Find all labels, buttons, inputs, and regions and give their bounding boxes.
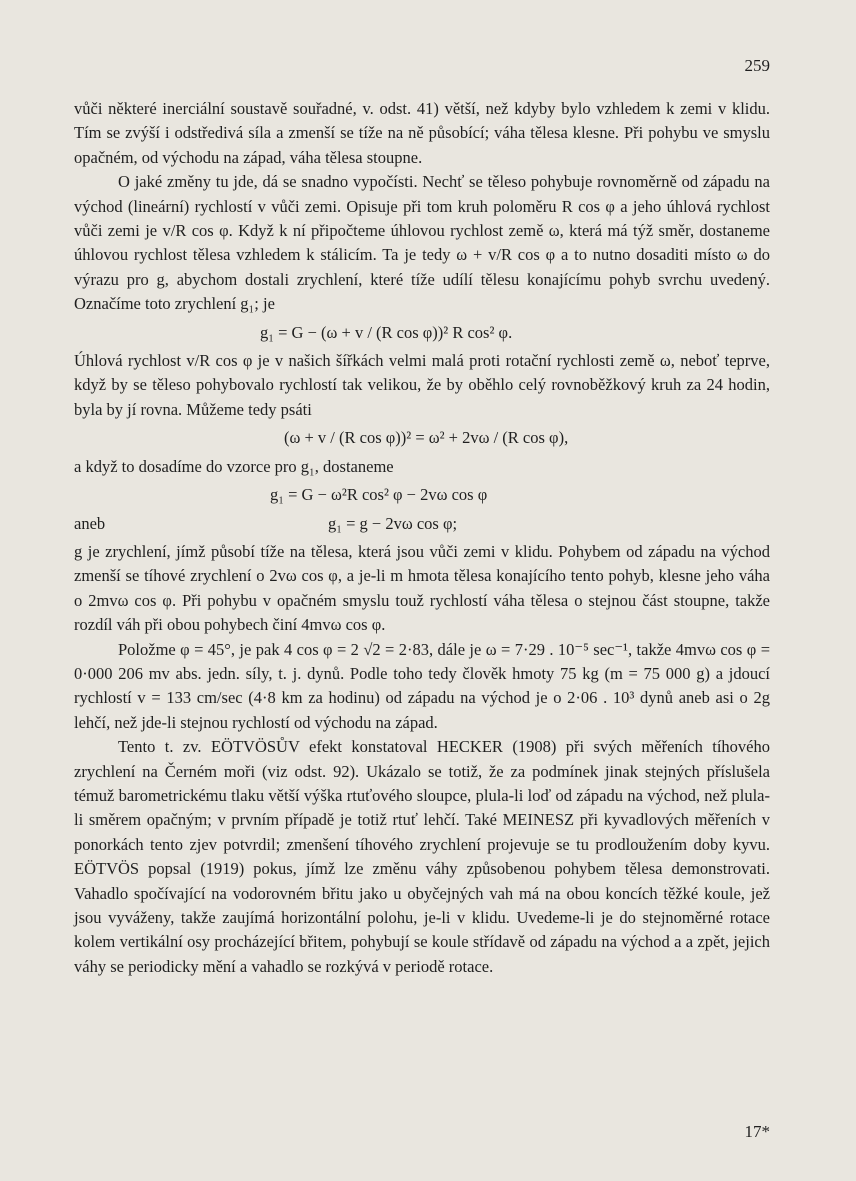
equation-4-lead: aneb	[74, 513, 106, 533]
paragraph-2: O jaké změny tu jde, dá se snadno vypočísti. Nechť se těleso pohybuje rovnoměrně od západu na východ (lineární) rychlostí v vůči zemi. Opisuje při tom kruh poloměru R cos φ a jeho úhlová rychlost vůči zemi je v/R cos φ. Když k ní připočteme úhlovou rychlost země ω, která má týž směr, dostaneme úhlovou rychlost tělesa vzhledem k stálicím. Ta je tedy ω + v/R cos φ a to nutno dosaditi místo ω do výrazu pro g, abychom dostali zrychlení, které tíže udílí tělesu konajícímu pohyb svrchu uvedený. Označíme toto zrychlení g₁; je	[74, 172, 770, 314]
equation-4-row	[74, 512, 770, 536]
paragraph-6: Položme φ = 45°, je pak 4 cos φ = 2 √2 = 2·83, dále je ω = 7·29 . 10⁻⁵ sec⁻¹, takže 4mvω cos φ = 0·000 206 mv abs. jedn. síly, t. j. dynů. Podle toho tedy člověk hmoty 75 kg (m = 75 000 g) a jdoucí rychlostí v = 133 cm/sec (4·8 km za hodinu) od západu na východ je o 2·06 . 10³ dynů aneb asi o 2g lehčí, než jde-li stejnou rychlostí od východu na západ.	[74, 639, 770, 732]
page-number: 259	[744, 56, 770, 75]
equation-1: g₁ = G − (ω + v / (R cos φ))² R cos² φ.	[260, 322, 513, 342]
body-text	[74, 97, 770, 979]
signature-mark: 17*	[744, 1122, 770, 1141]
equation-4: g₁ = g − 2vω cos φ;	[328, 513, 458, 533]
paragraph-1: vůči některé inerciální soustavě souřadné, v. odst. 41) větší, než kdyby bylo vzhledem k zemi v klidu. Tím se zvýší i odstředivá síla a zmenší se tíže na ně působící; váha tělesa klesne. Při pohybu ve smyslu opačném, od východu na západ, váha tělesa stoupne.	[74, 99, 770, 167]
paragraph-3: Úhlová rychlost v/R cos φ je v našich šířkách velmi malá proti rotační rychlosti země ω, neboť teprve, když by se těleso pohybovalo rychlostí tak velikou, že by oběhlo celý rovnoběžkový kruh za 24 hodin, byla by jí rovna. Můžeme tedy psáti	[74, 351, 770, 419]
equation-3: g₁ = G − ω²R cos² φ − 2vω cos φ	[270, 485, 488, 505]
paragraph-7: Tento t. zv. EÖTVÖSŮV efekt konstatoval HECKER (1908) při svých měřeních tíhového zrychlení na Černém moři (viz odst. 92). Ukázalo se totiž, že za podmínek jinak stejných příslušela témuž barometrickému tlaku větší výška rtuťového sloupce, plula-li loď od západu na východ, než plula-li směrem opačným; v prvním případě je totiž rtuť lehčí. Také MEINESZ při kyvadlových měřeních v ponorkách tento zjev potvrdil; zmenšení tíhového zrychlení projevuje se tu prodloužením doby kyvu. EÖTVÖS popsal (1919) pokus, jímž lze změnu váhy způsobenou pohybem tělesa demonstrovati. Vahadlo spočívající na vodorovném břitu jako u obyčejných vah má na obou koncích těžké koule, jež jsou vyváženy, takže zaujímá horizontální polohu, je-li v klidu. Uvedeme-li je do stejnoměrné rotace kolem vertikální osy procházející břitem, pohybují se koule střídavě od západu na východ a a zpět, jejich váhy se periodicky mění a vahadlo se rozkývá v periodě rotace.	[74, 737, 770, 976]
equation-2: (ω + v / (R cos φ))² = ω² + 2vω / (R cos φ),	[284, 428, 569, 448]
paragraph-5: g je zrychlení, jímž působí tíže na tělesa, která jsou vůči zemi v klidu. Pohybem od západu na východ zmenší se tíhové zrychlení o 2vω cos φ, a je-li m hmota tělesa konajícího tento pohyb, klesne jeho váha o 2mvω cos φ. Při pohybu v opačném smyslu touž rychlostí váha tělesa o stejnou část stoupne, takže rozdíl váh při obou pohybech činí 4mvω cos φ.	[74, 541, 770, 635]
paragraph-4: a když to dosadíme do vzorce pro g₁, dostaneme	[74, 456, 394, 476]
